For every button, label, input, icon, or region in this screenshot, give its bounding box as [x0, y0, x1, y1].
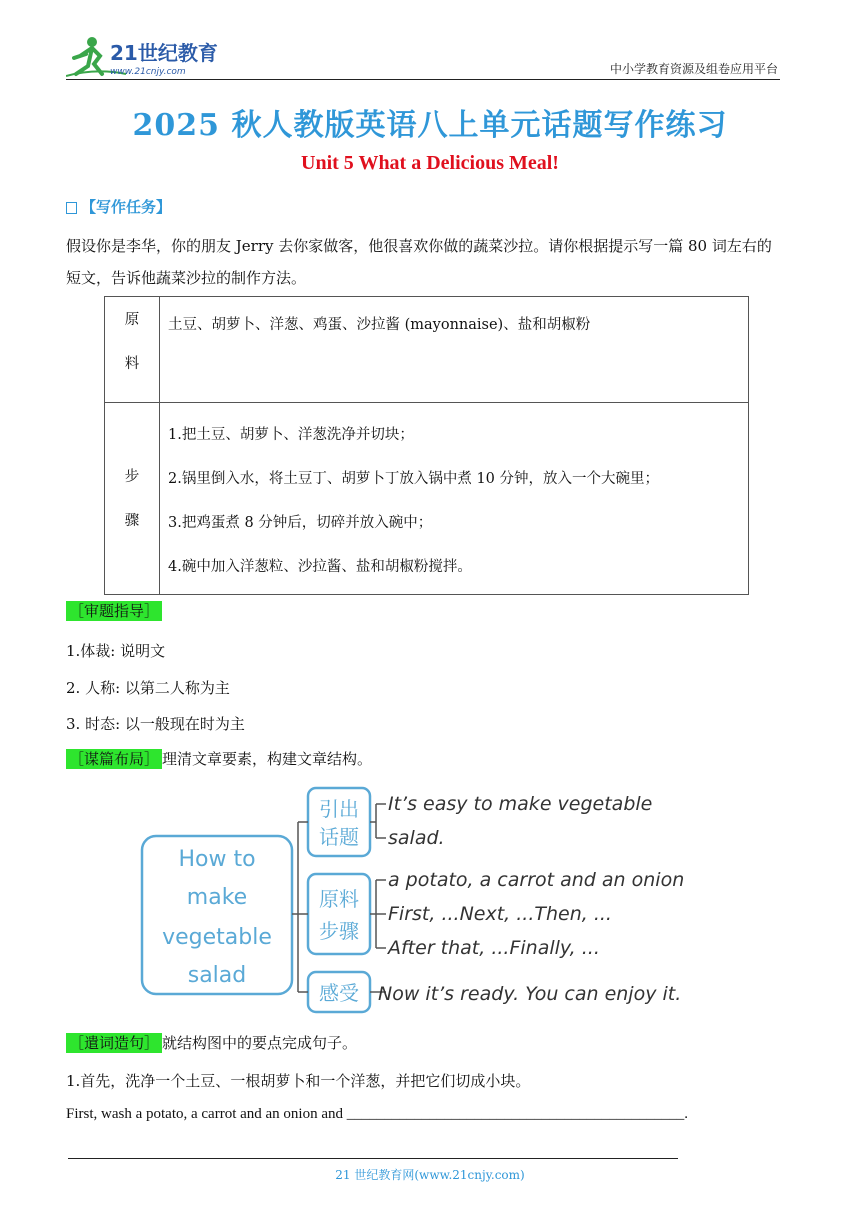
guide-tag: ［审题指导］	[66, 601, 162, 621]
steps-label-cell	[105, 403, 160, 595]
mindmap-branch-text: Now it’s ready. You can enjoy it.	[378, 983, 682, 1005]
materials-label-cell	[105, 297, 160, 403]
mindmap-branch-label: 步骤	[319, 919, 359, 943]
sentence-item-cn: 1.首先，洗净一个土豆、一根胡萝卜和一个洋葱，并把它们切成小块。	[66, 1072, 531, 1090]
mindmap-branch-text: It’s easy to make vegetable	[388, 793, 653, 815]
mindmap-branch-text: First, ...Next, ...Then, ...	[388, 903, 612, 925]
logo-text: 21世纪教育	[110, 41, 218, 65]
header-platform-text: 中小学教育资源及组卷应用平台	[609, 62, 778, 76]
header-divider	[66, 79, 780, 80]
unit-subtitle: Unit 5 What a Delicious Meal!	[301, 152, 559, 174]
guide-item: 3. 时态: 以一般现在时为主	[66, 715, 245, 733]
mindmap-branch-text: After that, ...Finally, ...	[388, 937, 600, 959]
mindmap-branch-label: 话题	[319, 825, 359, 849]
task-heading	[66, 196, 171, 217]
step-item: 4.碗中加入洋葱粒、沙拉酱、盐和胡椒粉搅拌。	[168, 559, 472, 575]
materials-label-2: 料	[124, 356, 140, 372]
layout-tag: ［谋篇布局］	[66, 749, 162, 769]
mindmap-center-line: vegetable	[162, 925, 272, 950]
footer-link[interactable]: 21 世纪教育网(www.21cnjy.com)	[335, 1168, 525, 1182]
step-item: 3.把鸡蛋煮 8 分钟后，切碎并放入碗中；	[168, 515, 433, 531]
structure-mindmap	[138, 778, 728, 1018]
sentence-tag: ［遣词造句］	[66, 1033, 162, 1053]
steps-cell	[160, 403, 749, 595]
guide-item: 1.体裁: 说明文	[66, 642, 166, 660]
site-logo	[66, 34, 226, 80]
mindmap-branch-label: 原料	[319, 887, 359, 911]
steps-label-1: 步	[124, 468, 140, 485]
mindmap-branch-label: 感受	[319, 981, 359, 1005]
footer-divider	[68, 1158, 678, 1159]
mindmap-branch-text: salad.	[388, 827, 445, 849]
task-heading-label: 【写作任务】	[81, 198, 172, 216]
guide-item: 2. 人称: 以第二人称为主	[66, 679, 230, 697]
step-item: 1.把土豆、胡萝卜、洋葱洗净并切块；	[168, 427, 414, 443]
logo-url: www.21cnjy.com	[110, 67, 186, 77]
materials-cell: 土豆、胡萝卜、洋葱、鸡蛋、沙拉酱 (mayonnaise)、盐和胡椒粉	[160, 297, 749, 403]
layout-heading	[66, 748, 372, 769]
sentence-heading	[66, 1032, 357, 1053]
mindmap-center-line: make	[186, 885, 248, 910]
mindmap-center-line: How to	[178, 847, 256, 872]
materials-steps-table	[104, 296, 749, 595]
layout-text: 理清文章要素，构建文章结构。	[162, 750, 373, 768]
task-intro: 假设你是李华，你的朋友 Jerry 去你家做客，他很喜欢你做的蔬菜沙拉。请你根据提示写一篇 80 词左右的短文，告诉他蔬菜沙拉的制作方法。	[66, 237, 772, 287]
materials-label-1: 原	[124, 312, 140, 328]
mindmap-center-line: salad	[187, 963, 247, 988]
checkbox-icon	[66, 202, 77, 214]
sentence-text: 就结构图中的要点完成句子。	[162, 1034, 358, 1052]
mindmap-branch-text: a potato, a carrot and an onion	[388, 869, 685, 891]
steps-label-2: 骤	[124, 512, 140, 529]
guide-heading	[66, 600, 162, 621]
step-item: 2.锅里倒入水，将土豆丁、胡萝卜丁放入锅中煮 10 分钟，放入一个大碗里；	[168, 471, 660, 487]
mindmap-branch-label: 引出	[319, 797, 359, 821]
sentence-item-en: First, wash a potato, a carrot and an onion and _____________________________________________.	[66, 1106, 689, 1122]
page-title: 2025 秋人教版英语八上单元话题写作练习	[132, 108, 728, 143]
